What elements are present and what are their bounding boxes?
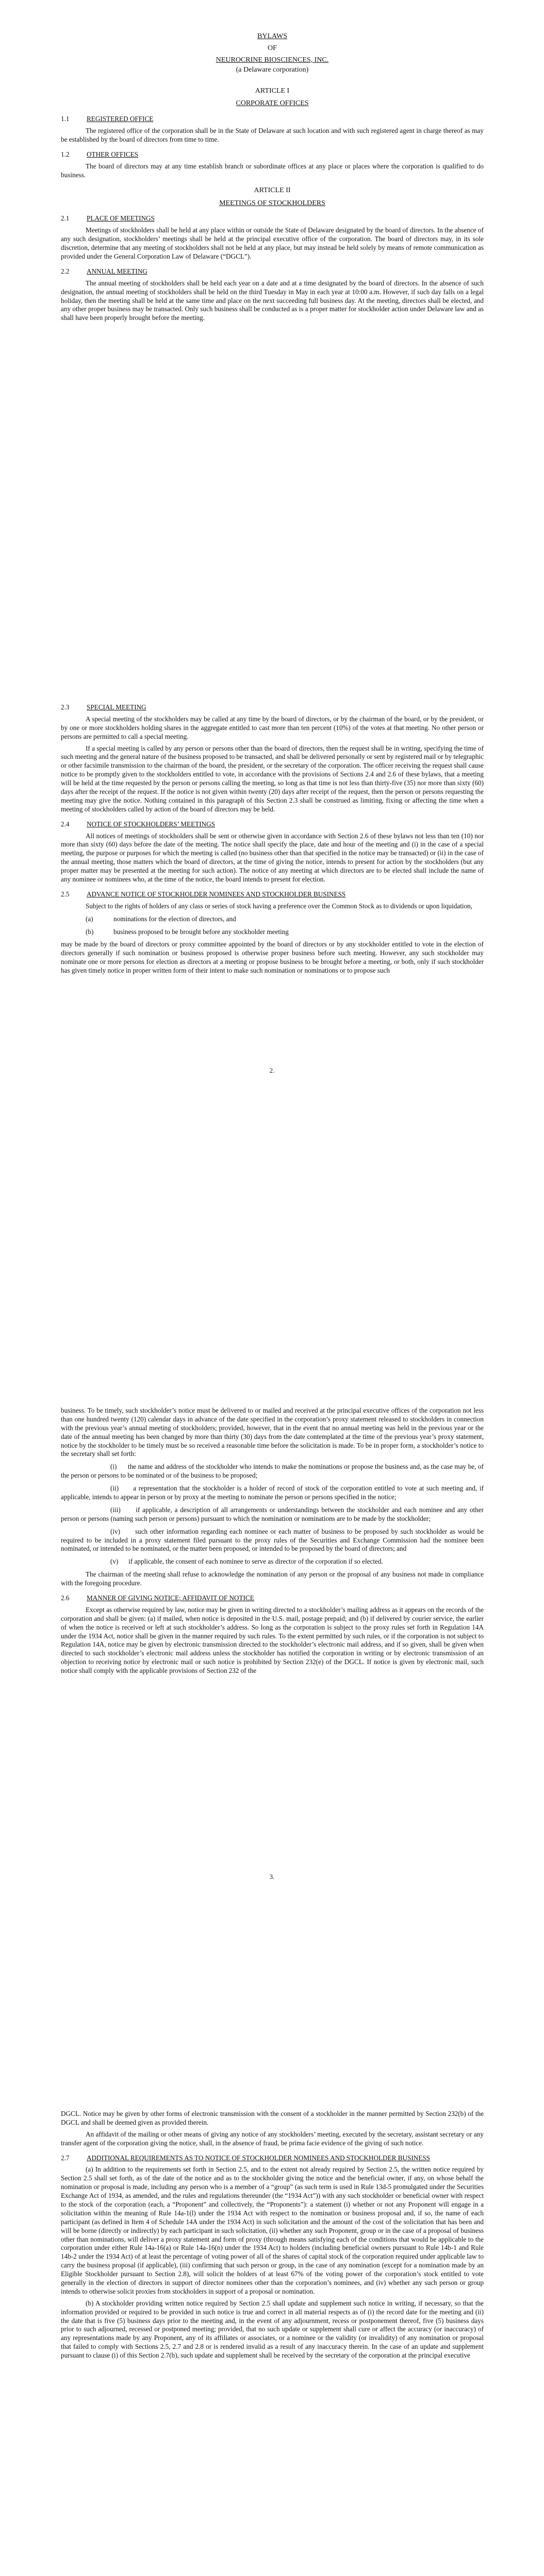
item-text: such other information regarding each nominee or each matter of business to be proposed by such stockholder as would be required to be included in a proxy statement filed pursuant to the proxy rules of the Securities and Exchange Commission had the nominee been nominated, or intended to be nominated, or the matter been proposed, or intended to be proposed by the board of directors; and (61, 1527, 484, 1553)
item-text: if applicable, a description of all arrangements or understandings between the stockholder and each nominee and any other person or persons (naming such person or persons) pursuant to which the nomination or nominations are to be made by the stockholder; (61, 1505, 484, 1522)
item-label: (iv) (110, 1527, 121, 1535)
page-number: 2. (269, 1066, 275, 1074)
section-title: OTHER OFFICES (87, 150, 139, 159)
section-title: ADVANCE NOTICE OF STOCKHOLDER NOMINEES AND STOCKHOLDER BUSINESS (87, 890, 346, 898)
section-1-2-heading (61, 150, 484, 159)
section-title: PLACE OF MEETINGS (87, 214, 155, 223)
section-2-5-heading (61, 890, 484, 899)
bylaws-title: BYLAWS (257, 32, 287, 40)
section-2-5-text-2: may be made by the board of directors or proxy committee appointed by the board of directors or by any stockholder entitled to vote in the election of directors generally if such nomination or business proposed is otherwise proper business before such meeting. However, any such stockholder may nominate one or more persons for election as directors at a meeting or propose business to be brought before a meeting, or both, only if such stockholder has given timely notice in proper written form of their intent to make such nomination or nominations or to propose such (61, 940, 484, 975)
article-1-subtitle: CORPORATE OFFICES (236, 99, 309, 108)
item-iv (61, 1528, 484, 1554)
company-name: NEUROCRINE BIOSCIENCES, INC. (216, 56, 329, 64)
page-3 (0, 1406, 544, 2110)
item-label: (i) (110, 1463, 117, 1471)
list-text: business proposed to be brought before any stockholder meeting (113, 927, 289, 936)
section-2-7-b: (b) A stockholder providing written notice required by Section 2.5 shall update and supplement such notice in writing, if necessary, so that the information provided or required to be provided in such notice is true and correct in all material respects as of (i) the record date for the meeting and (ii) the date that is five (5) business days prior to the meeting and, in the event of any adjournment, recess or postponement thereof, five (5) business days prior to such adjourned, recessed or postponed meeting; provided, that no such update or supplement shall cure or affect the accuracy (or inaccuracy) of any representations made by any Proponent, any of its affiliates or associates, or a nominee or the validity (or invalidity) of any nomination or proposal that failed to comply with Sections 2.5, 2.7 and 2.8 or is rendered invalid as a result of any inaccuracy therein. In the case of an update and supplement pursuant to clause (i) of this Section 2.7(b), such update and supplement shall be received by the secretary of the corporation at the principal executive (61, 2299, 484, 2360)
section-2-5-text-1: Subject to the rights of holders of any class or series of stock having a preference over the Common Stock as to dividends or upon liquidation, (86, 902, 473, 910)
page-4 (0, 2110, 544, 2576)
list-label: (b) (86, 927, 94, 936)
section-2-4-heading (61, 820, 484, 829)
section-number: 2.3 (61, 703, 70, 711)
page-4-text-2: An affidavit of the mailing or other means of giving any notice of any stockholders’ meeting, executed by the secretary, assistant secretary or any transfer agent of the corporation giving the notice, shall, in the absence of fraud, be prima facie evidence of the giving of such notice. (61, 2130, 484, 2147)
item-label: (v) (110, 1557, 119, 1566)
item-text: if applicable, the consent of each nominee to serve as director of the corporation if so elected. (128, 1557, 383, 1566)
section-title: MANNER OF GIVING NOTICE; AFFIDAVIT OF NOTICE (87, 1594, 254, 1602)
section-2-2-heading (61, 267, 484, 276)
article-2-subtitle: MEETINGS OF STOCKHOLDERS (219, 199, 325, 207)
section-2-7-heading (61, 2154, 484, 2163)
list-text: nominations for the election of directors, and (113, 914, 236, 923)
item-label: (iii) (110, 1505, 121, 1514)
section-title: ADDITIONAL REQUIREMENTS AS TO NOTICE OF STOCKHOLDER NOMINEES AND STOCKHOLDER BUSINESS (87, 2154, 430, 2162)
section-title: SPECIAL MEETING (87, 703, 146, 711)
page-4-content (61, 2110, 484, 2363)
list-item (86, 928, 484, 937)
section-1-1-text: The registered office of the corporation shall be in the State of Delaware at such location and with such registered agent in charge thereof as may be established by the board of directors from time to time. (61, 127, 484, 144)
article-2-title: ARTICLE II (254, 186, 291, 194)
page-2 (0, 703, 544, 1406)
section-2-1-text: Meetings of stockholders shall be held at any place within or outside the State of Delaware designated by the board of directors. In the absence of any such designation, stockholders’ meetings shall be held at the principal executive office of the corporation. The board of directors may, in its sole discretion, determine that any meeting of stockholders shall not be held at any place, but may instead be held solely by means of remote communication as provided under the General Corporation Law of Delaware (“DGCL”). (61, 226, 484, 261)
item-v (61, 1557, 484, 1566)
section-number: 1.2 (61, 150, 70, 159)
company-state: (a Delaware corporation) (236, 65, 309, 74)
page-3-content (61, 1406, 484, 1679)
section-title: REGISTERED OFFICE (87, 115, 154, 123)
item-label: (ii) (110, 1484, 119, 1493)
section-2-3-heading (61, 703, 484, 712)
section-number: 1.1 (61, 115, 70, 123)
item-ii (61, 1484, 484, 1502)
list-label: (a) (86, 914, 93, 923)
section-2-1-heading (61, 214, 484, 223)
page-3-text-1: business. To be timely, such stockholder’s notice must be delivered to or mailed and received at the principal executive offices of the corporation not less than one hundred twenty (120) calendar days in advance of the date specified in the corporation’s proxy statement released to stockholders in connection with the previous year’s annual meeting of stockholders; provided, however, that in the event that no annual meeting was held in the previous year or the date of the annual meeting has been changed by more than thirty (30) days from the date contemplated at the time of the previous year’s proxy statement, notice by the stockholder to be timely must be so received a reasonable time before the solicitation is made. To be in proper form, a stockholder’s notice to the secretary shall set forth: (61, 1406, 484, 1458)
section-2-3-text-1: A special meeting of the stockholders may be called at any time by the board of directors, or by the chairman of the board, or by the president, or by one or more stockholders holding shares in the aggregate entitled to cast more than ten percent (10%) of the votes at that meeting. No other person or persons are permitted to call a special meeting. (61, 715, 484, 740)
page-2-content (61, 703, 484, 978)
section-number: 2.4 (61, 820, 70, 828)
section-2-4-text: All notices of meetings of stockholders shall be sent or otherwise given in accordance with Section 2.6 of these bylaws not less than ten (10) nor more than sixty (60) days before the date of the meeting. The notice shall specify the place, date and hour of the meeting and (i) in the case of a special meeting, the purpose or purposes for which the meeting is called (no business other than that specified in the notice may be transacted) or (ii) in the case of the annual meeting, those matters which the board of directors, at the time of giving the notice, intends to present for action by the stockholders (but any proper matter may be presented at the meeting for such action). The notice of any meeting at which directors are to be elected shall include the name of any nominee or nominees who, at the time of the notice, the board intends to present for election. (61, 832, 484, 884)
page-1 (0, 0, 544, 703)
section-number: 2.7 (61, 2154, 70, 2162)
article-1-title: ARTICLE I (255, 87, 290, 95)
section-2-2-text: The annual meeting of stockholders shall be held each year on a date and at a time designated by the board of directors. In the absence of such designation, the annual meeting of stockholders shall be held on the third Tuesday in May in each year at 10:00 a.m. However, if such day falls on a legal holiday, then the meeting shall be held at the same time and place on the next succeeding full business day. At the meeting, directors shall be elected, and any other proper business may be transacted. Only such business shall be conducted as is a proper matter for stockholder action under Delaware law and as shall have been properly brought before the meeting. (61, 279, 484, 322)
page-4-text-1: DGCL. Notice may be given by other forms of electronic transmission with the consent of a stockholder in the manner permitted by Section 232(b) of the DGCL and shall be deemed given as provided therein. (61, 2110, 484, 2126)
item-iii (61, 1506, 484, 1523)
page-1-content (61, 32, 484, 326)
section-2-6-text: Except as otherwise required by law, notice may be given in writing directed to a stockholder’s mailing address as it appears on the records of the corporation and shall be given: (a) if mailed, when notice is deposited in the U.S. mail, postage prepaid; and (b) if delivered by courier service, the earlier of when the notice is received or left at such stockholder’s address. So long as the corporation is subject to the proxy rules set forth in Regulation 14A under the 1934 Act, notice shall be given in the manner required by such rules. To the extent permitted by such rules, or if the corporation is not subject to Regulation 14A, notice may be given by electronic transmission directed to the stockholder’s electronic mail address, and if so given, shall be given when directed to such stockholder’s electronic mail address unless the stockholder has notified the corporation in writing or by electronic transmission of an objection to receiving notice by electronic mail or such notice is prohibited by Section 232(e) of the DGCL. If notice is given by electronic mail, such notice shall comply with the applicable provisions of Section 232 of the (61, 1605, 484, 1675)
section-1-2-text: The board of directors may at any time establish branch or subordinate offices at any place or places where the corporation is qualified to do business. (61, 162, 484, 179)
page-3-text-2: The chairman of the meeting shall refuse to acknowledge the nomination of any person or the proposal of any business not made in compliance with the foregoing procedure. (61, 1570, 484, 1587)
item-text: a representation that the stockholder is a holder of record of stock of the corporation entitled to vote at such meeting and, if applicable, intends to appear in person or by proxy at the meeting to nominate the person or persons specified in the notice; (61, 1484, 484, 1501)
of-label: OF (268, 44, 277, 52)
section-number: 2.1 (61, 214, 70, 223)
section-number: 2.6 (61, 1594, 70, 1602)
section-number: 2.2 (61, 267, 70, 275)
section-title: ANNUAL MEETING (87, 267, 147, 275)
item-i (61, 1463, 484, 1480)
list-item (86, 915, 484, 924)
section-2-3-text-2: If a special meeting is called by any person or persons other than the board of directors, then the request shall be in writing, specifying the time of such meeting and the general nature of the business proposed to be transacted, and shall be delivered personally or sent by registered mail or by telegraphic or other facsimile transmission to the chairman of the board, the president, or the secretary of the corporation. The officer receiving the request shall cause notice to be promptly given to the stockholders entitled to vote, in accordance with the provisions of Sections 2.4 and 2.6 of these bylaws, that a meeting will be held at the time requested by the person or persons calling the meeting, so long as that time is not less than thirty-five (35) nor more than sixty (60) days after the receipt of the request. If the notice is not given within twenty (20) days after receipt of the request, then the person or persons requesting the meeting may give the notice. Nothing contained in this paragraph of this Section 2.3 shall be construed as limiting, fixing or affecting the time when a meeting of stockholders called by action of the board of directors may be held. (61, 744, 484, 813)
page-number: 3. (269, 1873, 275, 1880)
section-title: NOTICE OF STOCKHOLDERS’ MEETINGS (87, 820, 215, 828)
item-text: the name and address of the stockholder who intends to make the nominations or propose the business and, as the case may be, of the person or persons to be nominated or of the business to be proposed; (61, 1463, 484, 1480)
section-2-7-a: (a) In addition to the requirements set forth in Section 2.5, and to the extent not already required by Section 2.5, the written notice required by Section 2.5 shall set forth, as of the date of the notice and as to the stockholder giving the notice and the beneficial owner, if any, on whose behalf the nomination or proposal is made, including any person who is a member of a “group” (as such term is used in Rule 13d-5 promulgated under the Securities Exchange Act of 1934, as amended, and the rules and regulations thereunder (the “1934 Act”)) with any such stockholder or beneficial owner with respect to the stock of the corporation (each, a “Proponent” and collectively, the “Proponents”): a statement (i) whether or not any Proponent will engage in a solicitation within the meaning of Rule 14a-1(l) under the 1934 Act with respect to the nomination or business proposal and, if so, the name of each participant (as defined in Item 4 of Schedule 14A under the 1934 Act) in such solicitation and the amount of the cost of the solicitation that has been and will be borne (directly or indirectly) by each participant in such solicitation, (ii) whether any such Proponent, group or in the case of a proposal of business other than nominations, will deliver a proxy statement and form of proxy (through means satisfying each of the conditions that would be applicable to the corporation under either Rule 14a-16(a) or Rule 14a-16(n) under the 1934 Act) to holders (including beneficial owners pursuant to Rule 14b-1 and Rule 14b-2 under the 1934 Act) of at least the percentage of voting power of all of the shares of capital stock of the corporation required under applicable law to carry the business proposal (if applicable), (iii) confirming that such person or group, in the case of any nomination (except for a nomination made by an Eligible Stockholder pursuant to Section 2.8), will solicit the holders of at least 67% of the voting power of the corporation’s stock entitled to vote generally in the election of directors in support of director nominees other than the corporation’s nominees, and (iv) whether any such person or group intends to otherwise solicit proxies from stockholders in support of a proposal or nomination. (61, 2165, 484, 2295)
section-number: 2.5 (61, 890, 70, 898)
section-1-1-heading (61, 115, 484, 124)
section-2-6-heading (61, 1594, 484, 1603)
